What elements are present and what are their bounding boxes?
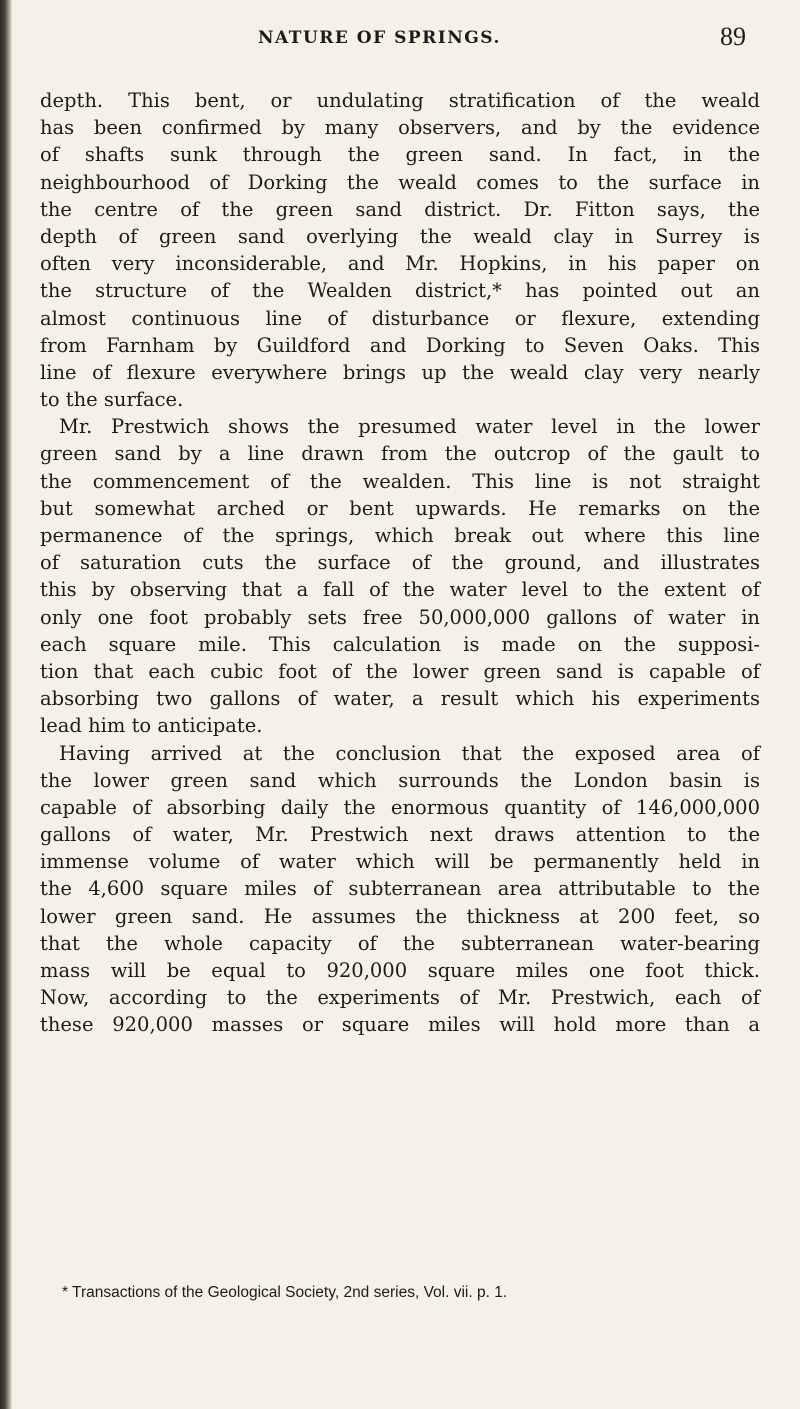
binding-gutter <box>0 0 12 1409</box>
text-line: of saturation cuts the surface of the ground, and illustrates <box>40 551 760 575</box>
text-line: of shafts sunk through the green sand. In fact, in the <box>40 143 760 167</box>
text-line: Mr. Prestwich shows the presumed water level in the lower <box>59 415 760 439</box>
text-line: depth of green sand overlying the weald clay in Surrey is <box>40 224 760 248</box>
text-line: the lower green sand which surrounds the London basin is <box>40 768 760 792</box>
text-line: Now, according to the experiments of Mr. Prestwich, each of <box>40 986 760 1010</box>
body-text <box>40 87 760 1039</box>
text-line: has been confirmed by many observers, and by the evidence <box>40 116 760 140</box>
text-line: absorbing two gallons of water, a result which his experiments <box>40 687 760 711</box>
page-header <box>0 22 800 58</box>
text-line: but somewhat arched or bent upwards. He remarks on the <box>40 496 760 520</box>
text-line: from Farnham by Guildford and Dorking to Seven Oaks. This <box>40 333 760 357</box>
text-line: the centre of the green sand district. Dr. Fitton says, the <box>40 197 760 221</box>
text-line: immense volume of water which will be permanently held in <box>40 850 760 874</box>
text-line: gallons of water, Mr. Prestwich next draws attention to the <box>40 823 760 847</box>
text-line: mass will be equal to 920,000 square miles one foot thick. <box>40 959 760 982</box>
text-line: these 920,000 masses or square miles will hold more than a <box>40 1013 760 1037</box>
text-line: lower green sand. He assumes the thickness at 200 feet, so <box>40 904 760 928</box>
footnote: * Transactions of the Geological Society, 2nd series, Vol. vii. p. 1. <box>62 1284 508 1301</box>
text-line: often very inconsiderable, and Mr. Hopkins, in his paper on <box>40 252 760 276</box>
text-line: the commencement of the wealden. This line is not straight <box>40 469 760 493</box>
text-line: the structure of the Wealden district,* has pointed out an <box>40 279 760 303</box>
text-line: permanence of the springs, which break out where this line <box>40 524 760 547</box>
text-line: green sand by a line drawn from the outcrop of the gault to <box>40 442 760 466</box>
page-number: 89 <box>720 22 746 51</box>
text-line: each square mile. This calculation is made on the supposi- <box>40 632 760 656</box>
text-line: depth. This bent, or undulating stratification of the weald <box>40 89 760 112</box>
text-line: the 4,600 square miles of subterranean area attributable to the <box>40 877 760 901</box>
text-line: tion that each cubic foot of the lower green sand is capable of <box>40 659 760 683</box>
text-line: only one foot probably sets free 50,000,000 gallons of water in <box>40 605 760 629</box>
text-line: line of flexure everywhere brings up the weald clay very nearly <box>40 360 760 384</box>
running-head: NATURE OF SPRINGS. <box>258 28 501 48</box>
text-line: Having arrived at the conclusion that the exposed area of <box>59 741 760 765</box>
text-line: lead him to anticipate. <box>40 714 263 738</box>
text-line: to the surface. <box>40 388 184 412</box>
text-line: this by observing that a fall of the water level to the extent of <box>40 578 760 602</box>
text-line: almost continuous line of disturbance or flexure, extending <box>40 306 760 330</box>
text-line: that the whole capacity of the subterranean water-bearing <box>40 931 760 955</box>
text-line: capable of absorbing daily the enormous quantity of 146,000,000 <box>40 795 760 819</box>
text-line: neighbourhood of Dorking the weald comes to the surface in <box>40 170 760 194</box>
